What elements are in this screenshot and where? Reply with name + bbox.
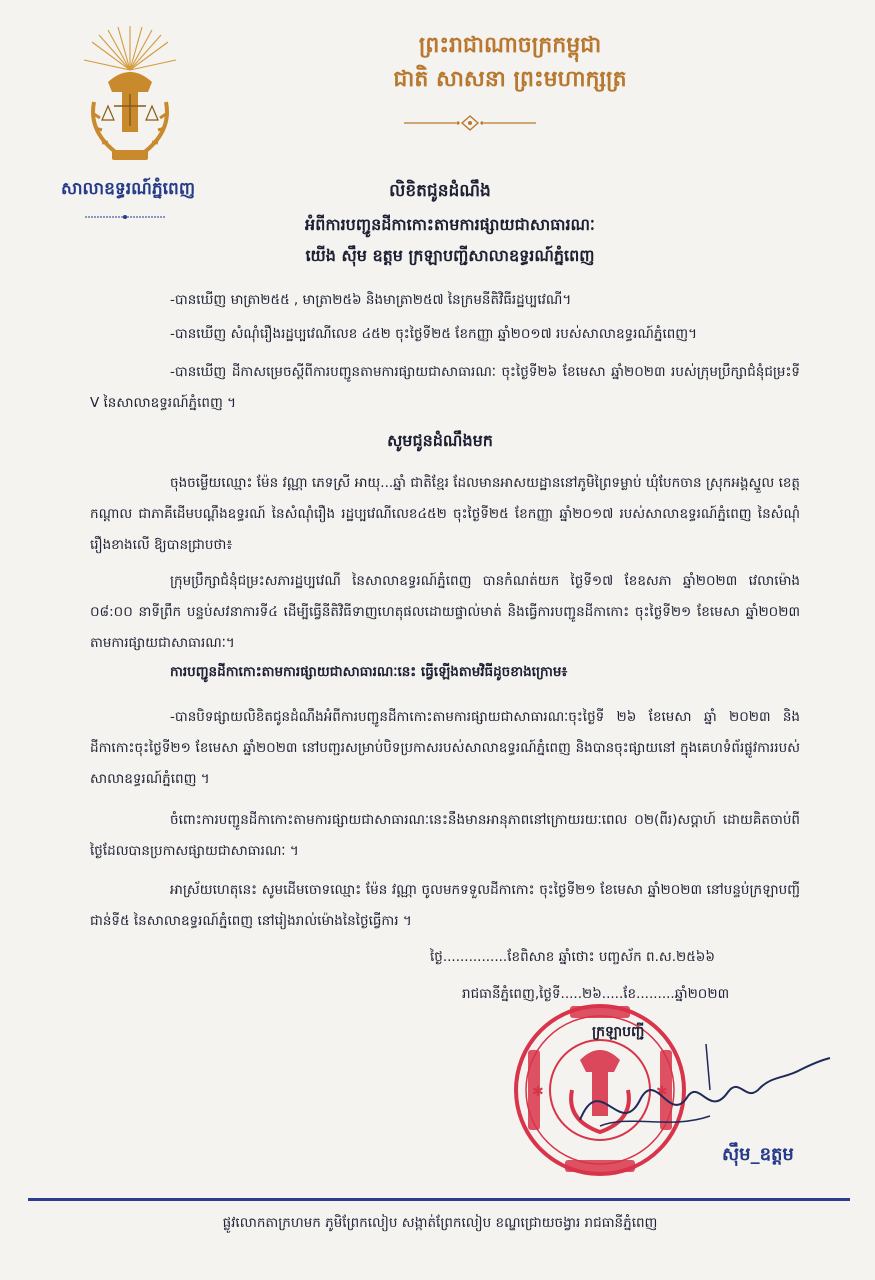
paragraph-defendant: ចុងចម្លើយឈ្មោះ ម៉ែន វណ្ណា ភេទស្រី អាយុ...ឆ្នាំ ជាតិខ្មែរ ដែលមានអាសយដ្ឋាននៅភូមិព្រៃទម្លាប់ ឃុំបែកចាន ស្រុកអង្គស្នួល ខេត្តកណ្តាល ជាភាគីដើមបណ្តឹងឧទ្ធរណ៍ នៃសំណុំរឿង រដ្ឋប្បវេណីលេខ៤៥២ ចុះថ្ងៃទី២៥ ខែកញ្ញា ឆ្នាំ២០១៧ របស់សាលាឧទ្ធរណ៍ភ្នំពេញ នៃសំណុំរឿងខាងលើ ឱ្យបានជ្រាបថា៖ — [90, 475, 800, 553]
svg-text:✱: ✱ — [532, 1084, 544, 1100]
paragraph-hearing: ក្រុមប្រឹក្សាជំនុំជម្រះសភារដ្ឋប្បវេណី នៃសាលាឧទ្ធរណ៍ភ្នំពេញ បានកំណត់យក ថ្ងៃទី១៧ ខែឧសភា ឆ្នាំ២០២៣ វេលាម៉ោង ០៨:០០ នាទីព្រឹក បន្ទប់សវនាការទី៤ ដើម្បីធ្វើនីតិវិធីទាញហេតុផលដោយផ្ទាល់មាត់ និងធ្វើការបញ្ជូនដីកាកោះ ចុះថ្ងៃទី២១ ខែមេសា ឆ្នាំ២០២៣ តាមការផ្សាយជាសាធារណៈ។ — [90, 573, 800, 651]
signatory-title: ក្រឡាបញ្ជី — [592, 1024, 645, 1040]
signatory-name: ស៊ឹម_ឧត្តម — [722, 1144, 794, 1165]
procedure-heading: ការបញ្ជូនដីកាកោះតាមការផ្សាយជាសាធារណៈនេះ ធ្វើឡើងតាមវិធីដូចខាងក្រោម៖ — [170, 664, 568, 680]
consideration-3: -បានឃើញ ដីកាសម្រេចស្តីពីការបញ្ជូនតាមការផ្សាយជាសាធារណៈ ចុះថ្ងៃទី២៦ ខែមេសា ឆ្នាំ២០២៣ របស់ក្រុមប្រឹក្សាជំនុំជម្រះទី V នៃសាលាឧទ្ធរណ៍ភ្នំពេញ ។ — [90, 364, 800, 411]
footer-divider — [28, 1198, 850, 1201]
procedure-effect: ចំពោះការបញ្ជូនដីកាកោះតាមការផ្សាយជាសាធារណៈនេះនឹងមានអានុភាពនៅក្រោយរយៈពេល ០២(ពីរ)សប្តាហ៍ ដោយគិតចាប់ពីថ្ងៃដែលបានប្រកាសផ្សាយជាសាធារណៈ ។ — [90, 812, 800, 859]
notice-heading: សូមជូនដំណឹងមក — [387, 431, 493, 450]
court-name: សាលាឧទ្ធរណ៍ភ្នំពេញ — [60, 179, 196, 199]
ornament-divider-icon — [400, 114, 540, 132]
signature-icon — [560, 1030, 840, 1150]
kingdom-title: ព្រះរាជាណាចក្រកម្ពុជា — [418, 32, 602, 58]
consideration-2: -បានឃើញ សំណុំរឿងរដ្ឋប្បវេណីលេខ ៤៥២ ចុះថ្ងៃទី២៥ ខែកញ្ញា ឆ្នាំ២០១៧ របស់សាលាឧទ្ធរណ៍ភ្នំពេញ។ — [170, 326, 698, 342]
footer-address: ផ្លូវលោកតាក្រហមក ភូមិព្រែកលៀប សង្កាត់ព្រែកលៀប ខណ្ឌជ្រោយចង្វារ រាជធានីភ្នំពេញ — [222, 1215, 658, 1231]
svg-text:✱: ✱ — [656, 1084, 668, 1100]
court-emblem-icon — [78, 22, 182, 172]
kingdom-motto — [300, 28, 720, 96]
document-subject: អំពីការបញ្ជូនដីកាកោះតាមការផ្សាយជាសាធារណៈ — [305, 215, 595, 234]
document-type: លិខិតជូនដំណឹង — [389, 181, 491, 201]
lunar-date: ថ្ងៃ...............ខែពិសាខ ឆ្នាំថោះ បញ្ចស័ក ព.ស.២៥៦៦ — [430, 949, 715, 965]
solar-date: រាជធានីភ្នំពេញ,ថ្ងៃទី.....២៦.....ខែ.........ឆ្នាំ២០២៣ — [462, 986, 730, 1002]
document-authority: យើង ស៊ឹម ឧត្តម ក្រឡាបញ្ជីសាលាឧទ្ធរណ៍ភ្នំពេញ — [305, 246, 595, 265]
court-name-divider — [85, 214, 165, 220]
procedure-summons: អាស្រ័យហេតុនេះ សូមដើមចោទឈ្មោះ ម៉ែន វណ្ណា ចូលមកទទួលដីកាកោះ ចុះថ្ងៃទី២១ ខែមេសា ឆ្នាំ២០២៣ នៅបន្ទប់ក្រឡាបញ្ជីជាន់ទី៥ នៃសាលាឧទ្ធរណ៍ភ្នំពេញ នៅរៀងរាល់ម៉ោងនៃថ្ងៃធ្វើការ ។ — [90, 882, 800, 929]
procedure-posting: -បានបិទផ្សាយលិខិតជូនដំណឹងអំពីការបញ្ជូនដីកាកោះតាមការផ្សាយជាសាធារណៈចុះថ្ងៃទី ២៦ ខែមេសា ឆ្នាំ ២០២៣ និងដីកាកោះចុះថ្ងៃទី២១ ខែមេសា ឆ្នាំ២០២៣ នៅបញ្ជរសម្រាប់បិទប្រកាសរបស់សាលាឧទ្ធរណ៍ភ្នំពេញ និងបានចុះផ្សាយនៅ ក្នុងគេហទំព័រផ្លូវការរបស់សាលាឧទ្ធរណ៍ភ្នំពេញ ។ — [90, 709, 800, 787]
consideration-1: -បានឃើញ មាត្រា២៥៥ , មាត្រា២៥៦ និងមាត្រា២៥៧ នៃក្រមនីតិវិធីរដ្ឋប្បវេណី។ — [170, 292, 572, 308]
nation-religion-king: ជាតិ សាសនា ព្រះមហាក្សត្រ — [393, 66, 627, 92]
